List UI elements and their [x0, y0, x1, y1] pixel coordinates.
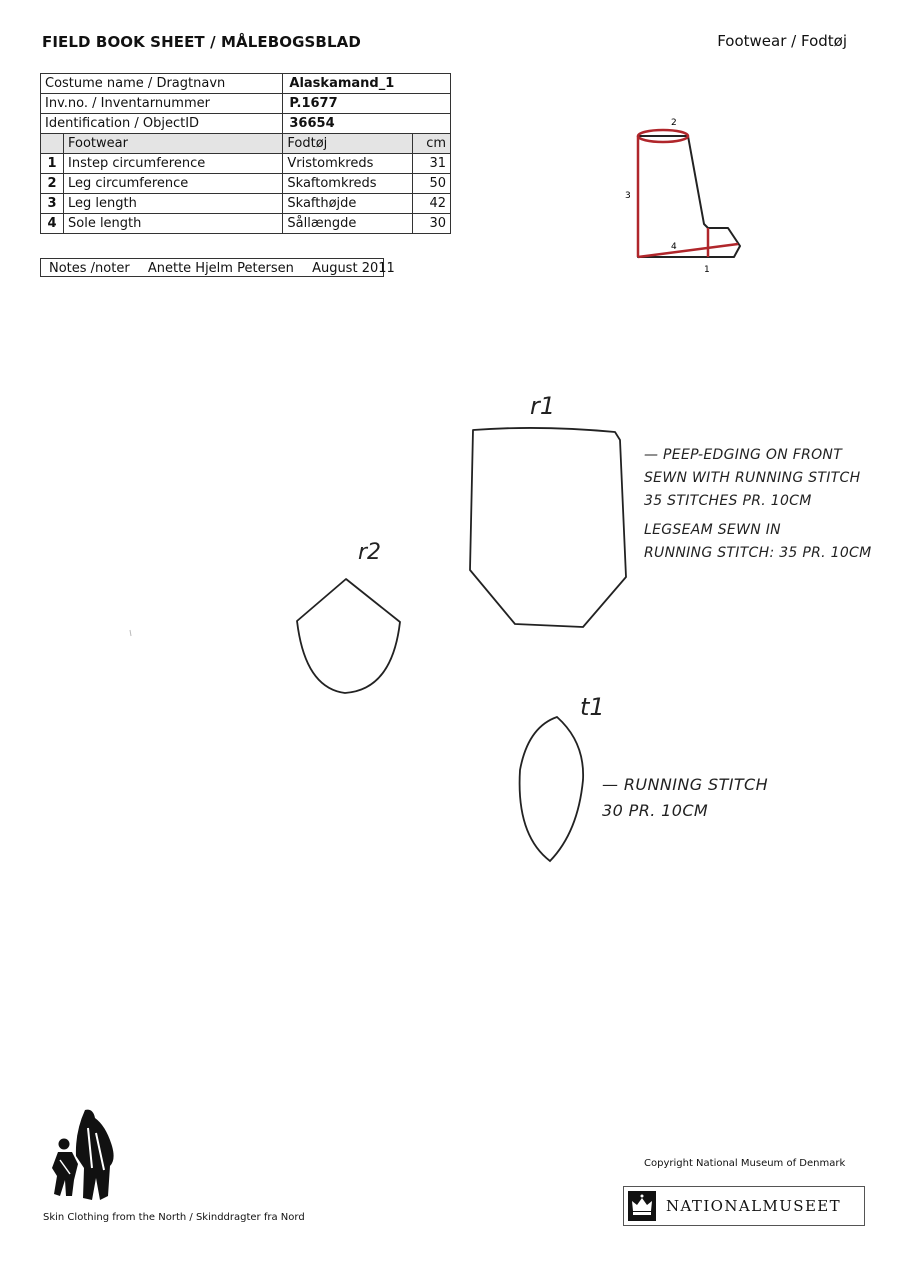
museum-name: NATIONALMUSEET — [666, 1197, 842, 1215]
row-da: Skafthøjde — [283, 194, 413, 214]
pattern-piece-r1 — [470, 428, 626, 627]
pattern-label-r2: r2 — [358, 540, 382, 565]
diagram-label-4: 4 — [671, 242, 677, 252]
inv-value: P.1677 — [283, 94, 451, 114]
notes-author: Anette Hjelm Petersen — [147, 261, 294, 276]
row-num: 3 — [41, 194, 64, 214]
skin-clothing-logo-icon — [48, 1108, 123, 1203]
row-cm: 31 — [412, 154, 450, 174]
copyright-text: Copyright National Museum of Denmark — [644, 1158, 846, 1169]
row-cm: 42 — [412, 194, 450, 214]
r1-note-line: — PEEP-EDGING ON FRONT — [644, 447, 843, 463]
diagram-label-3: 3 — [625, 191, 631, 201]
costume-label: Costume name / Dragtnavn — [41, 74, 283, 94]
notes-label: Notes /noter — [49, 261, 130, 276]
r1-note-line: LEGSEAM SEWN IN — [644, 522, 781, 538]
id-value: 36654 — [283, 114, 451, 134]
row-en: Sole length — [64, 214, 283, 234]
pattern-piece-r2 — [297, 579, 400, 693]
row-en: Instep circumference — [64, 154, 283, 174]
scan-speck — [130, 630, 131, 636]
t1-notes — [602, 772, 768, 824]
row-num: 1 — [41, 154, 64, 174]
row-num: 4 — [41, 214, 64, 234]
pattern-label-t1: t1 — [580, 693, 605, 721]
museum-logo — [623, 1186, 865, 1226]
r1-notes — [644, 444, 872, 565]
t1-note-line: 30 PR. 10CM — [602, 801, 709, 820]
inv-label: Inv.no. / Inventarnummer — [41, 94, 283, 114]
header-da: Fodtøj — [283, 134, 413, 154]
row-da: Vristomkreds — [283, 154, 413, 174]
r1-note-line: 35 STITCHES PR. 10CM — [644, 493, 812, 509]
id-label: Identification / ObjectID — [41, 114, 283, 134]
notes-date: August 2011 — [312, 261, 395, 276]
project-name: Skin Clothing from the North / Skinddragter fra Nord — [43, 1212, 305, 1223]
sheet-title: FIELD BOOK SHEET / MÅLEBOGSBLAD — [42, 33, 361, 51]
header-unit: cm — [412, 134, 450, 154]
category-label: Footwear / Fodtøj — [717, 32, 847, 50]
r1-note-line: SEWN WITH RUNNING STITCH — [644, 470, 861, 486]
row-da: Skaftomkreds — [283, 174, 413, 194]
row-en: Leg circumference — [64, 174, 283, 194]
crown-icon — [628, 1191, 656, 1221]
diagram-label-1: 1 — [704, 265, 710, 275]
r1-note-line: RUNNING STITCH: 35 PR. 10CM — [644, 545, 872, 561]
diagram-label-2: 2 — [671, 118, 677, 128]
row-num: 2 — [41, 174, 64, 194]
t1-note-line: — RUNNING STITCH — [602, 775, 769, 794]
row-cm: 50 — [412, 174, 450, 194]
row-cm: 30 — [412, 214, 450, 234]
pattern-piece-t1 — [520, 717, 584, 861]
header-en: Footwear — [64, 134, 283, 154]
pattern-label-r1: r1 — [530, 392, 556, 420]
costume-value: Alaskamand_1 — [283, 74, 451, 94]
row-da: Sållængde — [283, 214, 413, 234]
row-en: Leg length — [64, 194, 283, 214]
